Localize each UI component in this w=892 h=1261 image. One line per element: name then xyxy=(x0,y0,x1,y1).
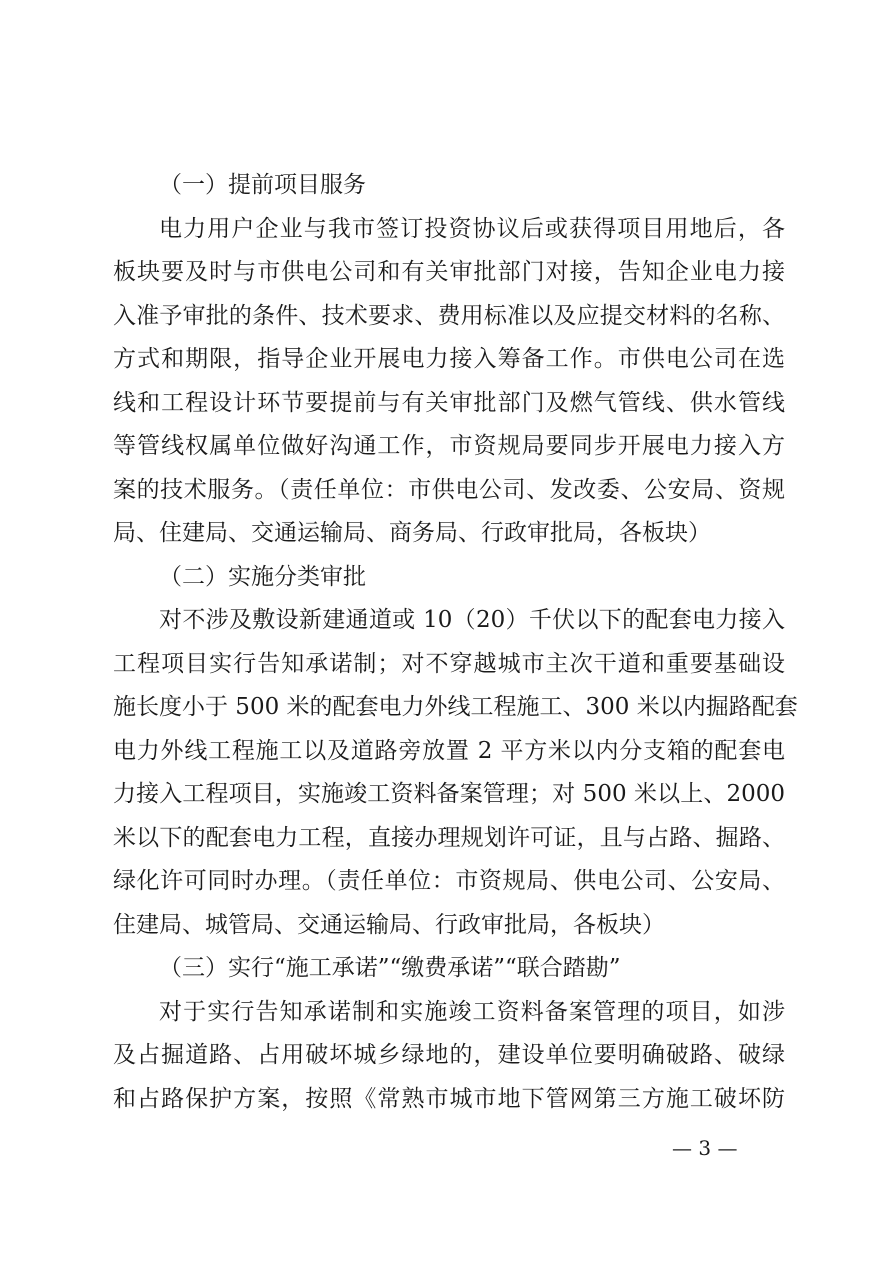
paragraph-line: 对于实行告知承诺制和实施竣工资料备案管理的项目，如涉 xyxy=(159,998,785,1025)
paragraph-line: 工程项目实行告知承诺制；对不穿越城市主次干道和重要基础设 xyxy=(113,650,785,677)
paragraph-line: 住建局、城管局、交通运输局、行政审批局，各板块） xyxy=(113,911,665,938)
paragraph-line: 案的技术服务。（责任单位：市供电公司、发改委、公安局、资规 xyxy=(113,476,785,503)
section-heading-1: （一）提前项目服务 xyxy=(159,172,366,198)
paragraph-line: 线和工程设计环节要提前与有关审批部门及燃气管线、供水管线 xyxy=(113,389,785,416)
section-heading-2: （二）实施分类审批 xyxy=(159,563,366,590)
paragraph-line: 对不涉及敷设新建通道或 10（20）千伏以下的配套电力接入 xyxy=(159,607,785,633)
paragraph-line: 及占掘道路、占用破坏城乡绿地的，建设单位要明确破路、破绿 xyxy=(113,1042,785,1068)
paragraph-line: 入准予审批的条件、技术要求、费用标准以及应提交材料的名称、 xyxy=(113,302,785,329)
paragraph-line: 电力外线工程施工以及道路旁放置 2 平方米以内分支箱的配套电 xyxy=(113,737,785,764)
paragraph-line: 等管线权属单位做好沟通工作，市资规局要同步开展电力接入方 xyxy=(113,433,785,459)
section-heading-3: （三）实行“施工承诺”“缴费承诺”“联合踏勘” xyxy=(159,955,621,981)
page-number: — 3 — xyxy=(672,1136,738,1160)
paragraph-line: 方式和期限，指导企业开展电力接入筹备工作。市供电公司在选 xyxy=(113,346,785,372)
paragraph-line: 电力用户企业与我市签订投资协议后或获得项目用地后，各 xyxy=(159,215,785,242)
paragraph-line: 力接入工程项目，实施竣工资料备案管理；对 500 米以上、2000 xyxy=(113,781,785,807)
paragraph-line: 局、住建局、交通运输局、商务局、行政审批局，各板块） xyxy=(113,520,711,546)
body-text xyxy=(113,164,798,1121)
paragraph-line: 绿化许可同时办理。（责任单位：市资规局、供电公司、公安局、 xyxy=(113,868,785,894)
paragraph-line: 施长度小于 500 米的配套电力外线工程施工、300 米以内掘路配套 xyxy=(113,694,798,720)
paragraph-line: 板块要及时与市供电公司和有关审批部门对接，告知企业电力接 xyxy=(113,259,785,285)
paragraph-line: 米以下的配套电力工程，直接办理规划许可证，且与占路、掘路、 xyxy=(113,824,785,851)
paragraph-line: 和占路保护方案，按照《常熟市城市地下管网第三方施工破坏防 xyxy=(113,1085,785,1112)
